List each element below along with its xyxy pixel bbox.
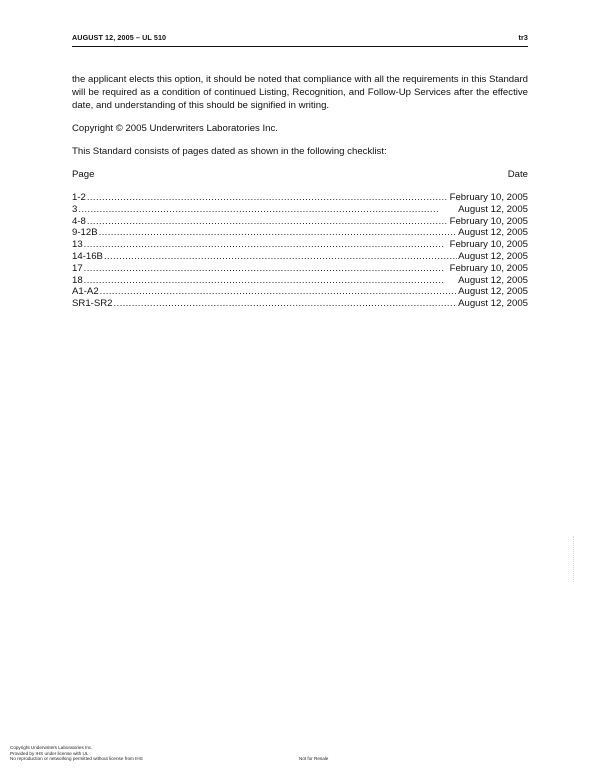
dot-leader — [78, 204, 457, 216]
checklist-row — [72, 298, 528, 310]
dot-leader — [99, 227, 458, 239]
checklist-page: 4-8 — [72, 215, 86, 227]
checklist-page: 3 — [72, 203, 78, 215]
checklist-date: August 12, 2005 — [458, 286, 528, 298]
body-paragraph: the applicant elects this option, it should be noted that compliance with all the requirements in this Standard will be required as a condition of continued Listing, Recognition, and Follow-Up Services after the effective date, and understanding of this should be signified in writing. — [72, 74, 528, 111]
checklist-date: February 10, 2005 — [449, 239, 528, 251]
checklist-row — [72, 227, 528, 239]
footer-copyright: Copyright Underwriters Laboratories Inc. — [10, 745, 93, 750]
checklist-row — [72, 192, 528, 204]
dot-leader — [84, 275, 457, 287]
checklist-header — [72, 168, 528, 181]
checklist-row — [72, 286, 528, 298]
checklist-date: August 12, 2005 — [458, 298, 528, 310]
footer-resale: Not for Resale — [299, 756, 329, 761]
footer-reproduction: No reproduction or networking permitted without license from IHS — [10, 756, 143, 762]
footer-notice — [10, 745, 143, 762]
checklist-page-heading: Page — [72, 169, 95, 180]
checklist-date-heading: Date — [507, 169, 528, 180]
header-rule — [72, 46, 528, 47]
checklist-page: 17 — [72, 262, 83, 274]
checklist-row — [72, 251, 528, 263]
footer-license: Provided by IHS under license with UL — [10, 750, 89, 756]
checklist-date: August 12, 2005 — [458, 250, 528, 262]
margin-mark — [573, 536, 577, 582]
dot-leader — [104, 251, 457, 263]
checklist-page: 14-16B — [72, 250, 103, 262]
header-date-standard: AUGUST 12, 2005 – UL 510 — [72, 33, 167, 42]
checklist-date: August 12, 2005 — [458, 203, 528, 215]
checklist-row — [72, 239, 528, 251]
checklist-page: 13 — [72, 239, 83, 251]
checklist-page: 18 — [72, 274, 83, 286]
dot-leader — [100, 286, 457, 298]
running-header — [72, 33, 528, 45]
header-page-number: tr3 — [518, 33, 528, 42]
checklist-page: 1-2 — [72, 192, 86, 203]
checklist-row — [72, 204, 528, 216]
checklist-row — [72, 216, 528, 228]
checklist-date: August 12, 2005 — [458, 274, 528, 286]
checklist-date: February 10, 2005 — [449, 192, 528, 203]
checklist-date: February 10, 2005 — [449, 215, 528, 227]
dot-leader — [84, 239, 449, 251]
checklist-intro: This Standard consists of pages dated as shown in the following checklist: — [72, 146, 387, 157]
checklist-page: 9-12B — [72, 227, 98, 239]
checklist-page: A1-A2 — [72, 286, 99, 298]
page-checklist — [72, 192, 528, 310]
dot-leader — [114, 298, 458, 310]
checklist-page: SR1-SR2 — [72, 298, 113, 310]
checklist-row — [72, 263, 528, 275]
checklist-date: February 10, 2005 — [449, 262, 528, 274]
dot-leader — [87, 216, 449, 228]
copyright-line: Copyright © 2005 Underwriters Laboratories Inc. — [72, 123, 278, 134]
checklist-row — [72, 275, 528, 287]
dot-leader — [87, 192, 449, 204]
checklist-date: August 12, 2005 — [458, 227, 528, 239]
dot-leader — [84, 263, 449, 275]
